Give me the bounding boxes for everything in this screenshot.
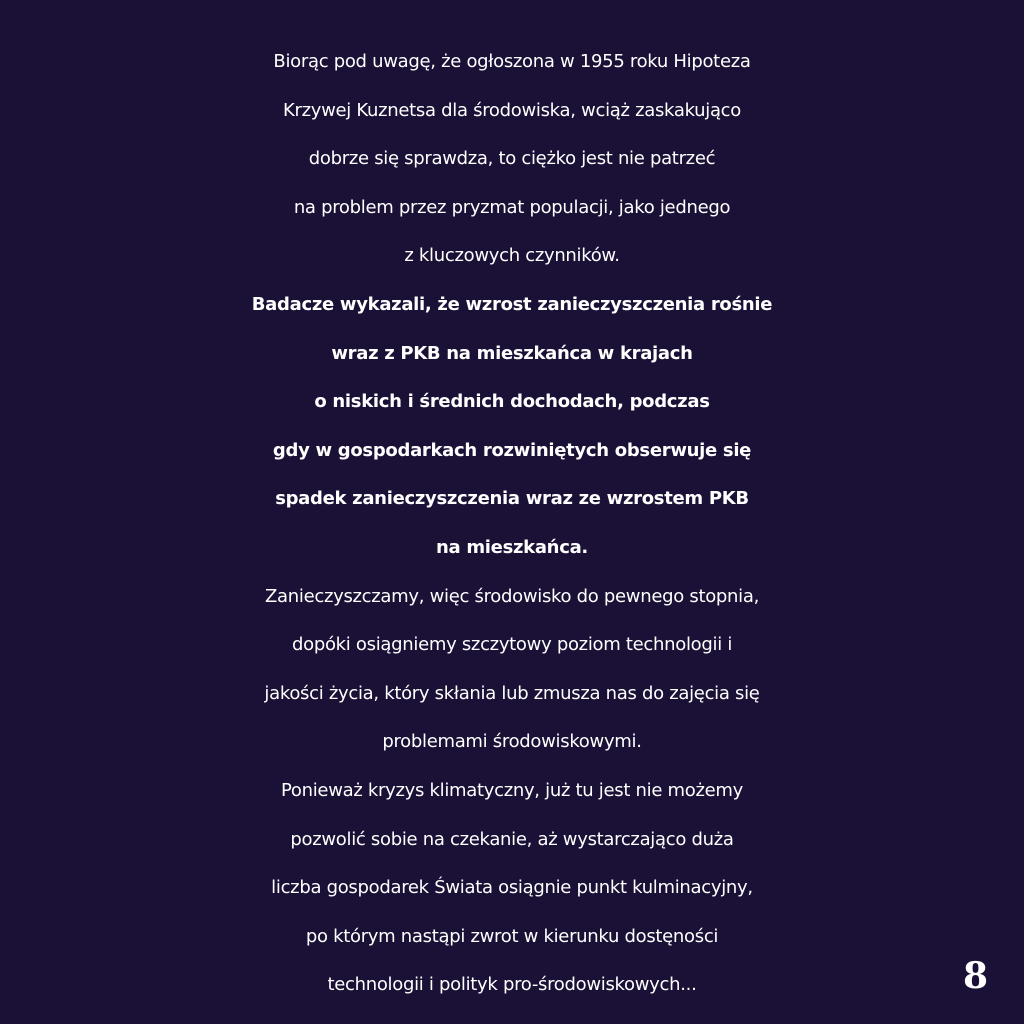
paragraph-intro [0,38,1024,281]
text-line: Badacze wykazali, że wzrost zanieczyszczenia rośnie [251,293,773,315]
text-line: na mieszkańca. [436,536,588,558]
text-line: pozwolić sobie na czekanie, aż wystarczająco duża [290,828,734,850]
text-line: Zanieczyszczamy, więc środowisko do pewnego stopnia, [265,585,759,607]
text-line: o niskich i średnich dochodach, podczas [314,391,710,413]
text-line: Biorąc pod uwagę, że ogłoszona w 1955 roku Hipoteza [273,51,751,72]
text-line: dopóki osiągniemy szczytowy poziom technologii i [291,634,733,656]
text-line: technologii i polityk pro-środowiskowych... [327,974,697,996]
text-line: jakości życia, który skłania lub zmusza nas do zajęcia się [264,682,760,704]
text-line: wraz z PKB na mieszkańca w krajach [331,342,693,364]
text-line: problemami środowiskowymi. [382,731,642,753]
paragraph-pollution [0,573,1024,767]
text-line: po którym nastąpi zwrot w kierunku dostęności [305,925,719,947]
text-line: Krzywej Kuznetsa dla środowiska, wciąż zaskakująco [283,99,741,121]
paragraph-highlight [0,281,1024,573]
page-number: 8 [962,955,988,997]
text-line: gdy w gospodarkach rozwiniętych obserwuje się [272,439,752,461]
text-line: Ponieważ kryzys klimatyczny, już tu jest nie możemy [280,779,744,801]
text-line: z kluczowych czynników. [404,245,620,267]
text-line: liczba gospodarek Świata osiągnie punkt kulminacyjny, [271,877,753,899]
paragraph-climate-crisis [0,767,1024,1010]
text-line: spadek zanieczyszczenia wraz ze wzrostem PKB [275,488,749,510]
text-line: na problem przez pryzmat populacji, jako jednego [293,196,731,218]
body-text [0,38,1024,1010]
text-line: dobrze się sprawdza, to ciężko jest nie patrzeć [308,148,716,170]
